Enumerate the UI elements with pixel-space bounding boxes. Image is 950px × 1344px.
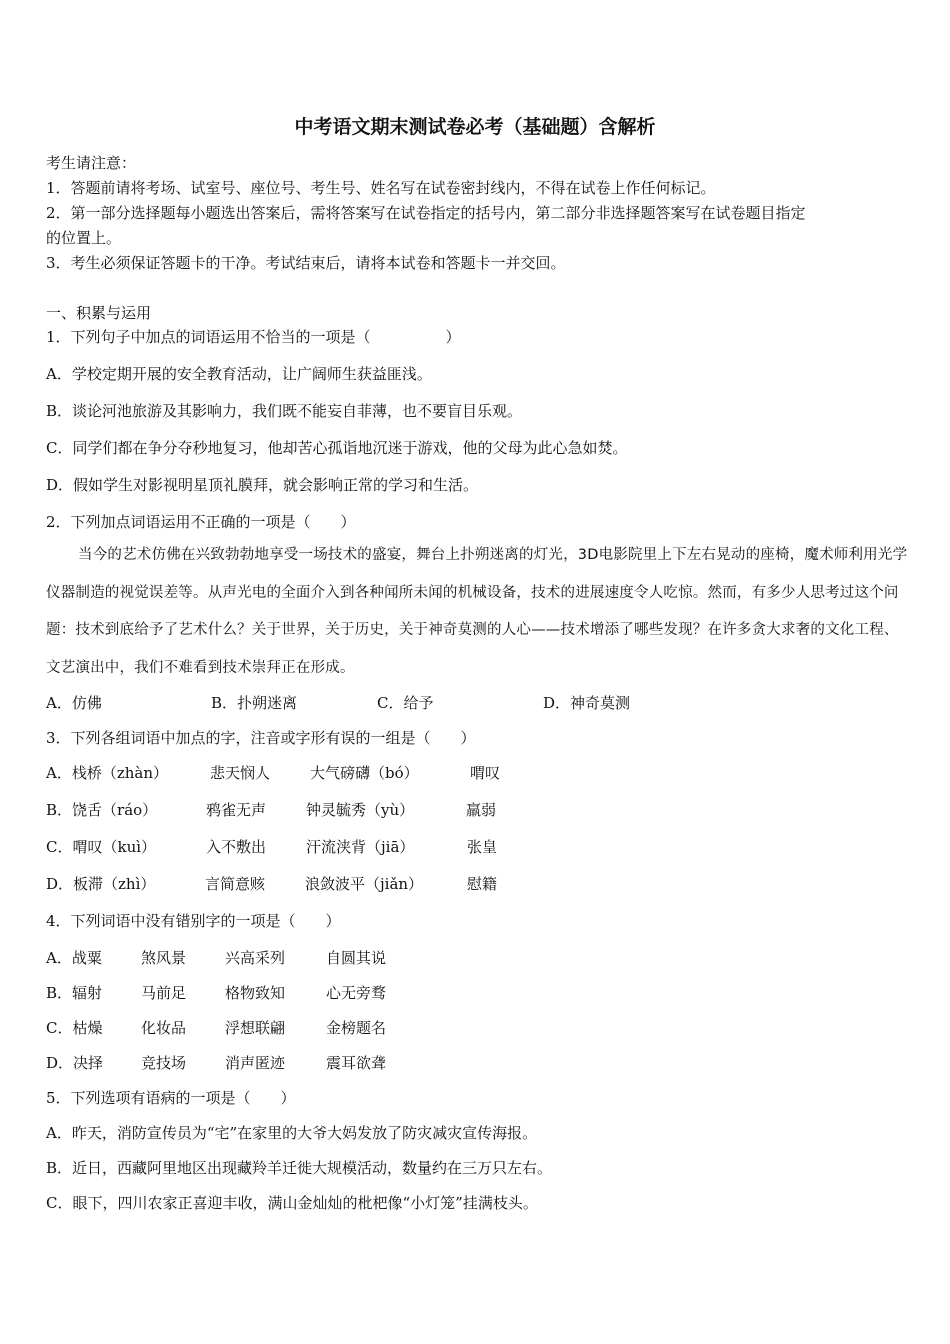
word-item: 汗流浃背（jiā） [306, 838, 415, 856]
answer-option: C．喟叹（kuì） [46, 838, 157, 856]
answer-option: B．谈论河池旅游及其影响力，我们既不能妄自菲薄，也不要盲目乐观。 [46, 402, 523, 420]
answer-option: D．板滞（zhì） [46, 875, 156, 893]
word-item: 悲天悯人 [210, 764, 271, 782]
answer-option: B．饶舌（ráo） [46, 801, 158, 819]
answer-option: C．枯燥 [46, 1019, 103, 1037]
notice-item: 1．答题前请将考场、试室号、座位号、考生号、姓名写在试卷密封线内，不得在试卷上作任何标记。 [46, 179, 716, 197]
page-title: 中考语文期末测试卷必考（基础题）含解析 [294, 116, 656, 138]
word-item: 心无旁骛 [326, 984, 387, 1002]
word-item: 格物致知 [225, 984, 286, 1002]
answer-option: C．给予 [377, 694, 434, 712]
answer-option: A．学校定期开展的安全教育活动，让广阔师生获益匪浅。 [46, 365, 432, 383]
question-stem: 2．下列加点词语运用不正确的一项是（ ） [46, 513, 356, 531]
word-item: 兴高采列 [225, 949, 286, 967]
word-item: 马前足 [141, 984, 187, 1002]
answer-option: D．决择 [46, 1054, 104, 1072]
answer-option: A．昨天，消防宣传员为“宅”在家里的大爷大妈发放了防灾减灾宣传海报。 [46, 1124, 538, 1142]
word-item: 竞技场 [141, 1054, 187, 1072]
question-stem: 4．下列词语中没有错别字的一项是（ ） [46, 912, 341, 930]
word-item: 喟叹 [470, 764, 501, 782]
word-item: 浮想联翩 [225, 1019, 286, 1037]
word-item: 震耳欲聋 [326, 1054, 387, 1072]
question-stem: 3．下列各组词语中加点的字，注音或字形有误的一组是（ ） [46, 729, 476, 747]
section-heading: 一、积累与运用 [46, 304, 152, 322]
answer-option: D．假如学生对影视明星顶礼膜拜，就会影响正常的学习和生活。 [46, 476, 479, 494]
notice-item: 2．第一部分选择题每小题选出答案后，需将答案写在试卷指定的括号内，第二部分非选择题答案写在试卷题目指定 [46, 204, 806, 222]
answer-option: A．仿佛 [46, 694, 102, 712]
word-item: 入不敷出 [206, 838, 267, 856]
notice-item: 3．考生必须保证答题卡的干净。考试结束后，请将本试卷和答题卡一并交回。 [46, 254, 566, 272]
word-item: 张皇 [467, 838, 498, 856]
answer-option: B．扑朔迷离 [211, 694, 298, 712]
notice-heading: 考生请注意： [46, 154, 137, 172]
word-item: 羸弱 [466, 801, 497, 819]
word-item: 大气磅礴（bó） [310, 764, 419, 782]
word-item: 浪敛波平（jiǎn） [305, 875, 424, 893]
question-stem: 5．下列选项有语病的一项是（ ） [46, 1089, 296, 1107]
answer-option: A．战粟 [46, 949, 102, 967]
word-item: 慰籍 [467, 875, 498, 893]
passage-text: 当今的艺术仿佛在兴致勃勃地享受一场技术的盛宴，舞台上扑朔迷离的灯光，3D电影院里上下左右晃动的座椅，魔术师利用光学仪器制造的视觉误差等。从声光电的全面介入到各种闻所未闻的机械设备，技术的进展速度令人吃惊。然而，有多少人思考过这个问题：技术到底给予了艺术什么？关于世界，关于历史，关于神奇莫测的人心——技术增添了哪些发现？在许多贪大求奢的文化工程、文艺演出中，我们不难看到技术崇拜正在形成。 [46, 547, 908, 676]
word-item: 化妆品 [141, 1019, 187, 1037]
notice-item: 的位置上。 [46, 229, 122, 247]
word-item: 金榜题名 [326, 1019, 387, 1037]
answer-option: C．眼下，四川农家正喜迎丰收，满山金灿灿的枇杷像“小灯笼”挂满枝头。 [46, 1194, 538, 1212]
answer-option: C．同学们都在争分夺秒地复习，他却苦心孤诣地沉迷于游戏，他的父母为此心急如焚。 [46, 439, 628, 457]
word-item: 消声匿迹 [225, 1054, 286, 1072]
answer-option: B．辐射 [46, 984, 103, 1002]
answer-option: D．神奇莫测 [543, 694, 631, 712]
word-item: 煞风景 [141, 949, 187, 967]
word-item: 言简意赅 [205, 875, 266, 893]
word-item: 自圆其说 [326, 949, 387, 967]
answer-option: A．栈桥（zhàn） [46, 764, 169, 782]
question-stem: 1．下列句子中加点的词语运用不恰当的一项是（ ） [46, 328, 461, 346]
word-item: 钟灵毓秀（yù） [306, 801, 415, 819]
word-item: 鸦雀无声 [206, 801, 267, 819]
reading-passage [46, 537, 908, 687]
answer-option: B．近日，西藏阿里地区出现藏羚羊迁徙大规模活动，数量约在三万只左右。 [46, 1159, 553, 1177]
